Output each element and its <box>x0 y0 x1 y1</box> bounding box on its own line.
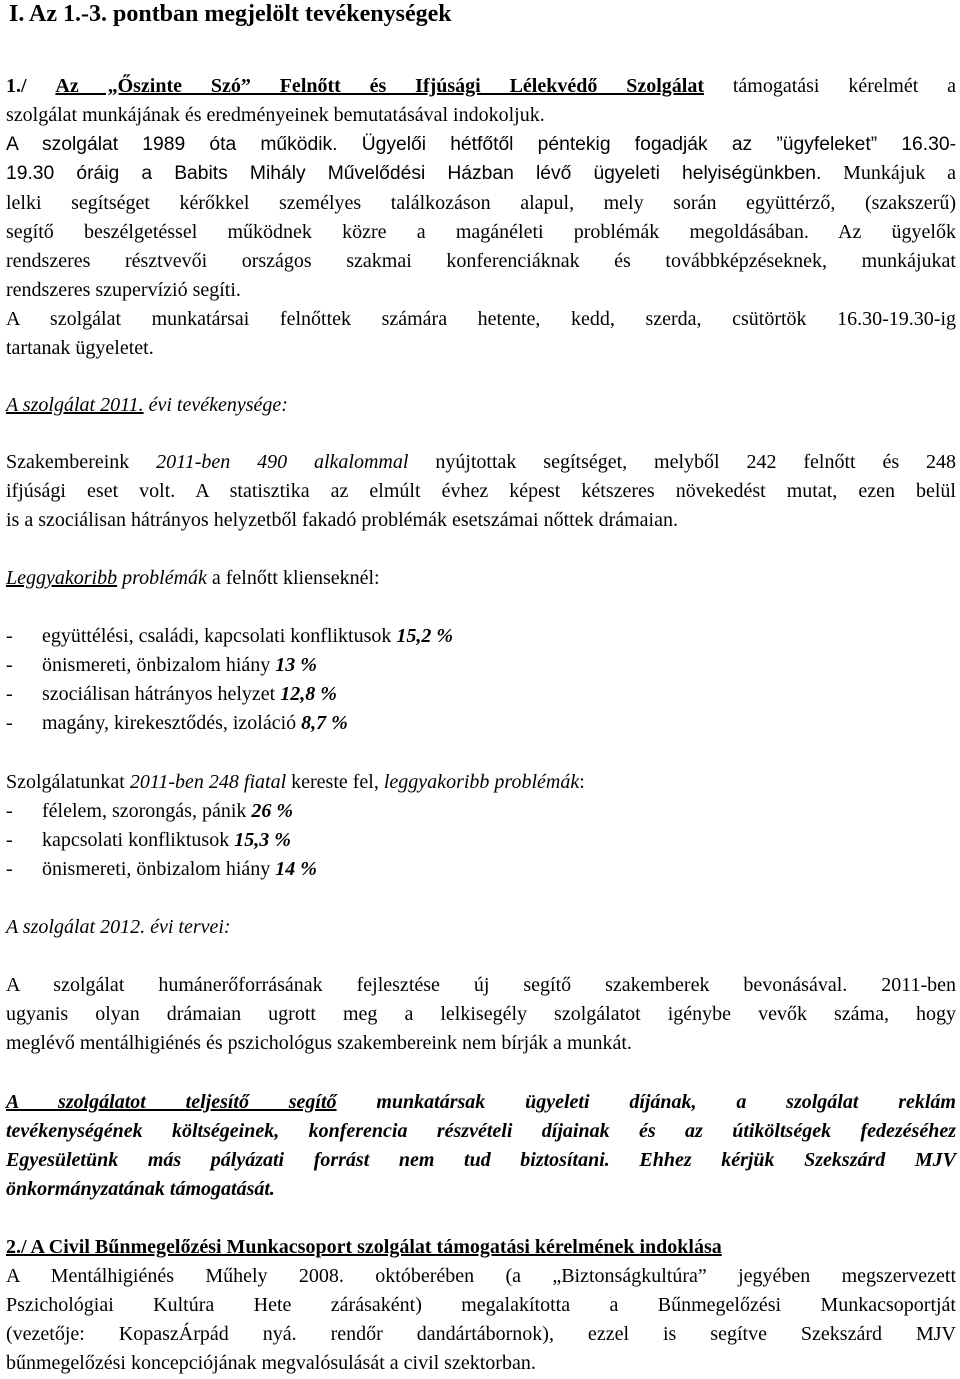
text-line: bűnmegelőzési koncepciójának megvalósulását a civil szektorban. <box>6 1352 536 1374</box>
list-item: - önismereti, önbizalom hiány 13 % <box>6 654 317 676</box>
text-segment: munkatársak ügyeleti díjának, a szolgálat reklám <box>336 1091 956 1113</box>
text-segment: 2011-ben 248 fiatal <box>129 771 287 793</box>
text-line <box>6 448 956 477</box>
service-name: Az „Őszinte Szó” Felnőtt és Ifjúsági Lélekvédő Szolgálat <box>55 75 704 97</box>
list-item-value: 26 % <box>251 800 294 822</box>
text-line: lelki segítséget kérőkkel személyes találkozáson alapul, mely során együttérző, (szakszerű) <box>6 192 956 214</box>
bold-text-line <box>6 1088 956 1117</box>
text-line: tartanak ügyeletet. <box>6 337 154 359</box>
text-line: rendszeres szupervízió segíti. <box>6 279 241 301</box>
text-segment: A szolgálatot teljesítő segítő <box>6 1091 337 1113</box>
text-line <box>6 159 956 188</box>
list-item-value: 13 % <box>275 654 317 676</box>
text-segment: Leggyakoribb <box>6 567 118 589</box>
list-item-value: 15,3 % <box>234 829 291 851</box>
youth-intro <box>6 768 956 797</box>
text-segment: Szolgálatunkat <box>6 771 130 793</box>
bold-text-line: tevékenységének költségeinek, konferencia részvételi díjainak és az útiköltségek fedezéséhez <box>6 1120 956 1142</box>
text-line: (vezetője: KopaszÁrpád nyá. rendőr dandártábornok), ezzel is segítve Szekszárd MJV <box>6 1323 956 1345</box>
text-line: ugyanis olyan drámaian ugrott meg a lelkisegély szolgálatot igénybe vevők száma, hogy <box>6 1003 956 1025</box>
text-segment: Az ügyelők <box>838 221 956 243</box>
bold-text-line: Egyesületünk más pályázati forrást nem tud biztosítani. Ehhez kérjük Szekszárd MJV <box>6 1149 956 1171</box>
list-item-label: önismereti, önbizalom hiány <box>42 654 276 676</box>
text-segment: 19.30 óráig a Babits Mihály Művelődési Házban lévő ügyeleti helyiségünkben. <box>6 163 822 184</box>
text-line: rendszeres résztvevői országos szakmai konferenciáknak és továbbképzéseknek, munkájukat <box>6 250 956 272</box>
list-item: - szociálisan hátrányos helyzet 12,8 % <box>6 683 337 705</box>
list-item: - kapcsolati konfliktusok 15,3 % <box>6 829 291 851</box>
text-line: A Mentálhigiénés Műhely 2008. októberében (a „Biztonságkultúra” jegyében megszervezett <box>6 1265 956 1287</box>
text-segment: kereste fel, <box>286 771 384 793</box>
list-item: - félelem, szorongás, pánik 26 % <box>6 800 294 822</box>
heading-segment: évi tevékenysége: <box>143 394 288 416</box>
list-item: - önismereti, önbizalom hiány 14 % <box>6 858 317 880</box>
heading-segment: A szolgálat 2011. <box>6 394 144 416</box>
list-item-label: szociálisan hátrányos helyzet <box>42 683 281 705</box>
text-segment: nyújtottak segítséget, melyből 242 felnőtt és 248 <box>408 451 957 473</box>
text-line: ifjúsági eset volt. A statisztika az elmúlt évhez képest kétszeres növekedést mutat, ezen belül <box>6 480 956 502</box>
list-item-value: 14 % <box>275 858 317 880</box>
text-line: A szolgálat munkatársai felnőttek számára hetente, kedd, szerda, csütörtök 16.30-19.30-ig <box>6 308 956 330</box>
section2-title: 2./ A Civil Bűnmegelőzési Munkacsoport szolgálat támogatási kérelmének indoklása <box>6 1236 722 1258</box>
text-segment: 2011-ben 490 alkalommal <box>156 451 409 473</box>
section1-number: 1./ <box>6 75 27 97</box>
section1-title-line <box>6 72 956 101</box>
text-segment: leggyakoribb problémák <box>383 771 580 793</box>
list-item-label: kapcsolati konfliktusok <box>42 829 235 851</box>
list-item-label: magány, kirekesztődés, izoláció <box>42 712 302 734</box>
text-segment: problémák <box>117 567 207 589</box>
list-item: - együttélési, családi, kapcsolati konfliktusok 15,2 % <box>6 625 454 647</box>
activity-2011-heading <box>6 391 956 420</box>
text-line: is a szociálisan hátrányos helyzetből fakadó problémák esetszámai nőttek drámaian. <box>6 509 678 531</box>
text-line: A szolgálat 1989 óta működik. Ügyelői hétfőtől péntekig fogadják az ”ügyfeleket” 16.30- <box>6 134 956 155</box>
text-segment: a felnőtt klienseknél: <box>206 567 380 589</box>
text-segment: segítő beszélgetéssel működnek közre a magánéleti problémák megoldásában. <box>6 221 809 243</box>
adults-intro <box>6 564 956 593</box>
bold-text-line: önkormányzatának támogatását. <box>6 1178 275 1200</box>
page-heading: I. Az 1.-3. pontban megjelölt tevékenységek <box>9 1 452 27</box>
section1-title-rest: támogatási kérelmét a <box>732 75 957 97</box>
list-item-value: 12,8 % <box>280 683 337 705</box>
plans-2012-heading: A szolgálat 2012. évi tervei: <box>6 916 231 938</box>
list-item-label: félelem, szorongás, pánik <box>42 800 252 822</box>
list-item-value: 15,2 % <box>396 625 454 647</box>
list-item-label: önismereti, önbizalom hiány <box>42 858 276 880</box>
list-item: - magány, kirekesztődés, izoláció 8,7 % <box>6 712 348 734</box>
list-item-label: együttélési, családi, kapcsolati konfliktusok <box>42 625 397 647</box>
text-line <box>6 218 956 247</box>
text-line: szolgálat munkájának és eredményeinek bemutatásával indokoljuk. <box>6 104 545 126</box>
text-segment: Munkájuk a <box>843 162 956 184</box>
text-segment: Szakembereink <box>6 451 157 473</box>
text-segment: : <box>579 771 585 793</box>
list-item-value: 8,7 % <box>301 712 348 734</box>
text-line: A szolgálat humánerőforrásának fejlesztése új segítő szakemberek bevonásával. 2011-ben <box>6 974 956 996</box>
text-line: meglévő mentálhigiénés és pszichológus szakembereink nem bírják a munkát. <box>6 1032 632 1054</box>
text-line: Pszichológiai Kultúra Hete zárásaként) megalakította a Bűnmegelőzési Munkacsoportját <box>6 1294 956 1316</box>
